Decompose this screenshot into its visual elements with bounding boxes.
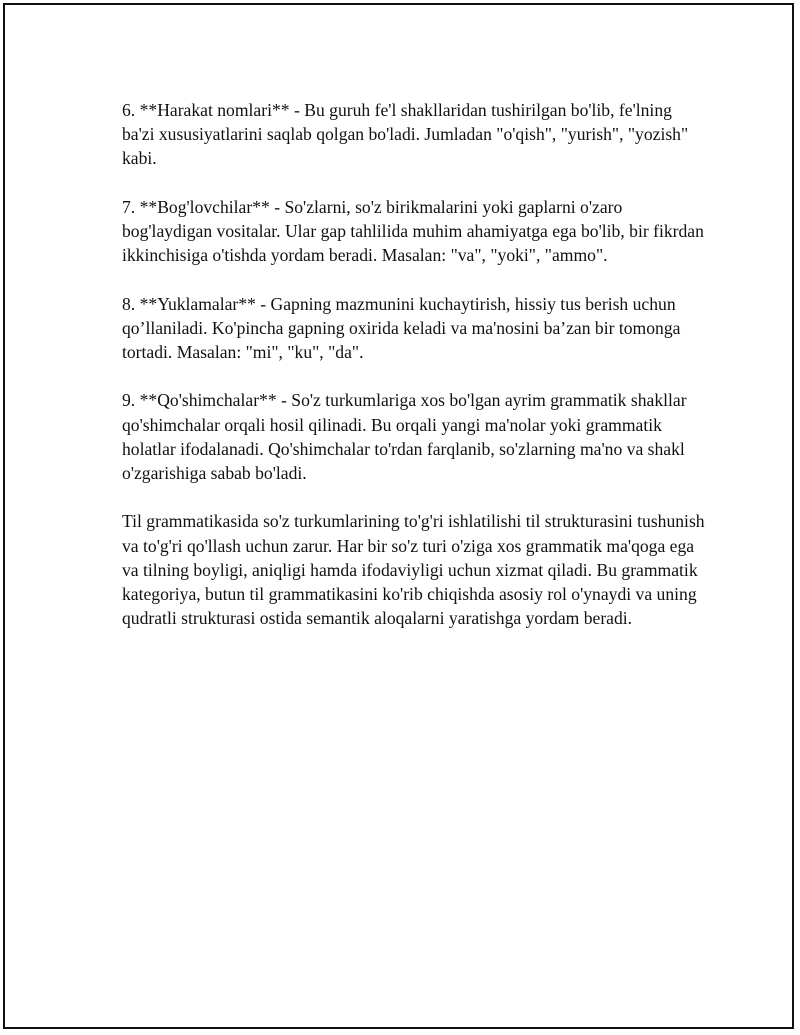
paragraph-boglovchilar: 7. **Bog'lovchilar** - So'zlarni, so'z birikmalarini yoki gaplarni o'zaro bog'laydigan vositalar. Ular gap tahlilida muhim ahamiyatga ega bo'lib, bir fikrdan ikkinchisiga o'tishda yordam beradi. Masalan: "va", "yoki", "ammo". <box>122 196 704 266</box>
page-frame <box>3 3 794 1029</box>
paragraph-yuklamalar: 8. **Yuklamalar** - Gapning mazmunini kuchaytirish, hissiy tus berish uchun qo’llaniladi. Ko'pincha gapning oxirida keladi va ma'nosini ba’zan bir tomonga tortadi. Masalan: "mi", "ku", "da". <box>122 293 681 362</box>
paragraph-conclusion: Til grammatikasida so'z turkumlarining to'g'ri ishlatilishi til strukturasini tushunish va to'g'ri qo'llash uchun zarur. Har bir so'z turi o'ziga xos grammatik ma'qoga ega va tilning boyligi, aniqligi hamda ifodaviyligi uchun xizmat qiladi. Bu grammatik kategoriya, butun til grammatikasini ko'rib chiqishda asosiy rol o'ynaydi va uning qudratli strukturasi ostida semantik aloqalarni yaratishga yordam beradi. <box>122 511 705 629</box>
paragraph-qoshimchalar: 9. **Qo'shimchalar** - So'z turkumlariga xos bo'lgan ayrim grammatik shakllar qo'shimchalar orqali hosil qilinadi. Bu orqali yangi ma'nolar yoki grammatik holatlar ifodalanadi. Qo'shimchalar to'rdan farqlanib, so'zlarning ma'no va shakl o'zgarishiga sabab bo'ladi. <box>122 390 687 483</box>
paragraph-harakat-nomlari: 6. **Harakat nomlari** - Bu guruh fe'l shakllaridan tushirilgan bo'lib, fe'lning ba'zi xususiyatlarini saqlab qolgan bo'ladi. Jumladan "o'qish", "yurish", "yozish" kabi. <box>122 100 689 169</box>
document-body <box>122 98 707 655</box>
